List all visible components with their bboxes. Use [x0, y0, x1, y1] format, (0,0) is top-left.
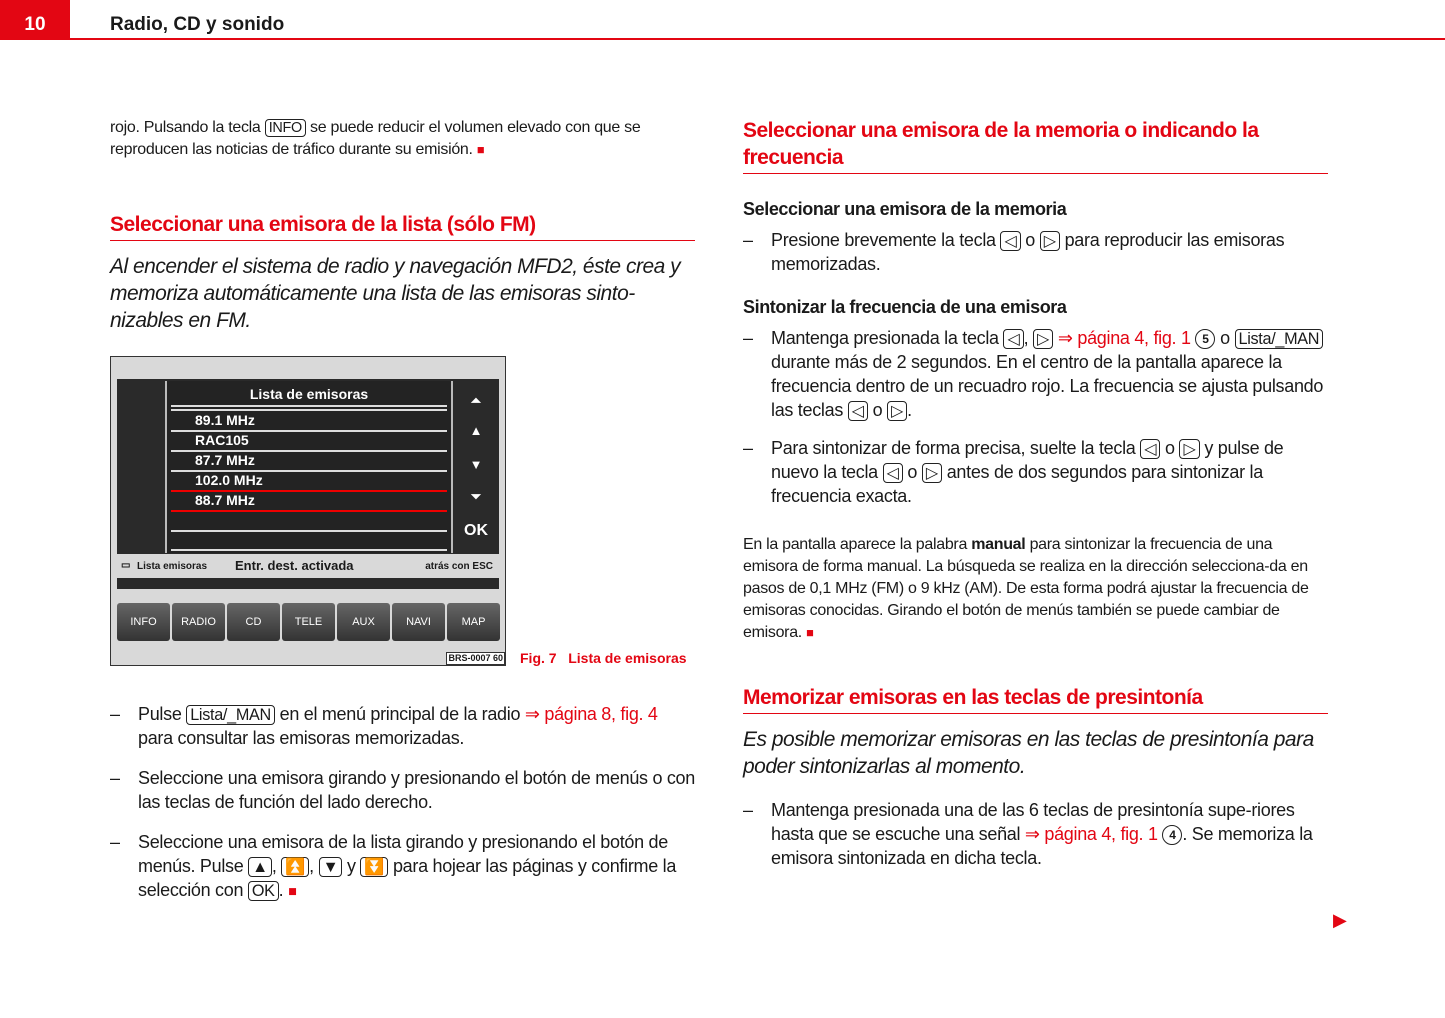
status-left: Lista emisoras	[137, 561, 208, 572]
ok-button[interactable]: OK	[464, 522, 488, 539]
text-segment: o	[1215, 328, 1235, 348]
caption-number: Fig. 7	[520, 650, 557, 666]
text-segment: ,	[309, 856, 319, 876]
text-segment: Seleccione una emisora girando y presionando el botón de menús o con las teclas de función del lado derecho.	[138, 768, 695, 812]
step-3	[110, 830, 695, 904]
station-list	[165, 381, 453, 553]
section-intro: Al encender el sistema de radio y navegación MFD2, éste crea y memoriza automáticamente una lista de las emisoras sinto-nizables en FM.	[110, 255, 681, 332]
hardkey-cd[interactable]: CD	[227, 603, 280, 641]
text-segment: rojo. Pulsando la tecla	[110, 119, 265, 136]
key-label: ◁	[883, 463, 903, 483]
step-presets	[743, 798, 1328, 870]
station-item[interactable]: 102.0 MHz	[195, 472, 263, 488]
text-segment: Para sintonizar de forma precisa, suelte la tecla	[771, 438, 1141, 458]
text-segment: Mantenga presionada la tecla	[771, 328, 1004, 348]
status-mid: Entr. dest. activada	[235, 558, 354, 573]
callout-number: 5	[1195, 329, 1215, 349]
key-label: ⏬	[360, 857, 388, 877]
step-tune-2	[743, 436, 1328, 508]
key-label: Lista/_MAN	[1235, 329, 1324, 349]
list-icon: ▭	[121, 560, 131, 571]
hardkey-tele[interactable]: TELE	[282, 603, 335, 641]
key-label: ▼	[319, 857, 343, 877]
text-segment: para hojear las páginas y confirme la selección con	[138, 856, 677, 900]
end-marker-icon: ■	[806, 625, 814, 640]
list-title: Lista de emisoras	[249, 386, 369, 402]
text-segment: y pulse de nuevo la tecla	[771, 438, 1284, 482]
station-item[interactable]: RAC105	[195, 432, 249, 448]
section-heading-memory: Seleccionar una emisora de la memoria o indicando la frecuencia	[743, 117, 1328, 174]
hardkey-aux[interactable]: AUX	[337, 603, 390, 641]
key-label: ▷	[1033, 329, 1053, 349]
text-segment: o	[1160, 438, 1180, 458]
page-up-icon[interactable]: ⏶	[470, 393, 482, 408]
text-segment: durante más de 2 segundos. En el centro de la pantalla aparece la frecuencia dentro de un recuadro rojo. La frecuencia se ajusta pulsando las teclas	[771, 352, 1324, 420]
key-label: ▲	[248, 857, 272, 877]
step-memory	[743, 228, 1328, 276]
text-segment: ,	[1023, 328, 1034, 348]
key-label: ▷	[922, 463, 942, 483]
left-column	[110, 117, 695, 904]
text-segment: o	[867, 400, 888, 420]
section-heading-list: Seleccionar una emisora de la lista (sólo FM)	[110, 211, 695, 241]
figure-caption	[520, 650, 687, 666]
page-number: 10	[0, 0, 70, 40]
key-label: INFO	[265, 119, 306, 137]
page-reference-link[interactable]: ⇒ página 8, fig. 4	[524, 704, 658, 724]
text-segment: antes de dos segundos para sintonizar la frecuencia exacta.	[771, 462, 1263, 506]
caption-text: Lista de emisoras	[568, 650, 687, 666]
text-segment: o	[902, 462, 922, 482]
right-column	[743, 117, 1328, 870]
text-segment: .	[278, 880, 289, 900]
up-icon[interactable]: ▲	[469, 423, 483, 438]
subheading-memory: Seleccionar una emisora de la memoria	[743, 199, 1067, 219]
radio-screen	[117, 379, 499, 589]
station-item[interactable]: 89.1 MHz	[195, 412, 255, 428]
step-1	[110, 702, 695, 750]
text-segment: ,	[271, 856, 282, 876]
text-segment: para sintonizar la frecuencia de una emisora de forma manual. La búsqueda se realiza en la dirección selecciona-da en pasos de 0,1 MHz (FM) o 9 kHz (AM). De esta forma podrá ajustar la frecuencia de emisoras conocidas. Girando el botón de menús también se puede cambiar de emisora.	[743, 536, 1309, 641]
text-segment: y	[342, 856, 361, 876]
end-marker-icon: ■	[476, 142, 485, 157]
text-segment: Mantenga presionada una de las 6 teclas de presintonía supe-riores hasta que se escuche una señal	[771, 800, 1295, 844]
key-label: ◁	[1140, 439, 1160, 459]
key-label: ◁	[1000, 231, 1020, 251]
down-icon[interactable]: ▼	[469, 457, 483, 472]
key-label: ▷	[1040, 231, 1060, 251]
hardkey-radio[interactable]: RADIO	[172, 603, 225, 641]
text-segment: Pulse	[138, 704, 187, 724]
key-label: ▷	[1179, 439, 1199, 459]
presets-intro: Es posible memorizar emisoras en las teclas de presintonía para poder sintonizarlas al momento.	[743, 728, 1314, 778]
text-segment: Presione brevemente la tecla	[771, 230, 1001, 250]
chapter-title: Radio, CD y sonido	[110, 14, 285, 35]
station-item[interactable]: 87.7 MHz	[195, 452, 255, 468]
callout-number: 4	[1162, 825, 1182, 845]
end-marker-icon: ■	[288, 884, 297, 900]
figure-code: BRS-0007 60	[448, 653, 503, 663]
section-heading-presets: Memorizar emisoras en las teclas de presintonía	[743, 684, 1328, 714]
key-label: ⏫	[281, 857, 309, 877]
text-segment: Seleccione una emisora de la lista girando y presionando el botón de menús. Pulse	[138, 832, 668, 876]
subheading-tune: Sintonizar la frecuencia de una emisora	[743, 297, 1067, 317]
key-label: ◁	[1003, 329, 1023, 349]
hardkey-info[interactable]: INFO	[117, 603, 170, 641]
manual-note	[743, 534, 1328, 644]
continue-arrow-icon: ▶	[1333, 910, 1347, 930]
bold-term: manual	[971, 536, 1026, 553]
step-2	[110, 766, 695, 814]
text-segment: .	[907, 400, 912, 420]
hardkey-navi[interactable]: NAVI	[392, 603, 445, 641]
station-item-selected[interactable]: 88.7 MHz	[195, 492, 255, 508]
key-label: OK	[248, 881, 279, 901]
text-segment: en el menú principal de la radio	[274, 704, 525, 724]
text-segment: . Se memoriza la emisora sintonizada en dicha tecla.	[771, 824, 1313, 868]
hardkey-map[interactable]: MAP	[447, 603, 500, 641]
key-label: Lista/_MAN	[186, 705, 275, 725]
key-label: ▷	[887, 401, 907, 421]
text-segment: para consultar las emisoras memorizadas.	[138, 728, 465, 748]
status-bar	[117, 554, 499, 578]
page-down-icon[interactable]: ⏷	[470, 489, 482, 504]
figure-station-list	[110, 356, 506, 666]
text-segment: o	[1020, 230, 1040, 250]
text-segment: para reproducir las emisoras memorizadas.	[771, 230, 1285, 274]
header-rule	[0, 38, 1445, 40]
page-reference-link[interactable]: ⇒ página 4, fig. 1	[1024, 824, 1163, 844]
text-segment: En la pantalla aparece la palabra	[743, 536, 972, 553]
figure-wrapper	[110, 356, 695, 666]
page-reference-link[interactable]: ⇒ página 4, fig. 1	[1053, 328, 1196, 348]
intro-paragraph	[110, 117, 695, 161]
step-tune-1	[743, 326, 1328, 422]
key-label: ◁	[848, 401, 868, 421]
text-segment: se puede reducir el volumen elevado con que se reproducen las noticias de tráfico durante su emisión.	[110, 119, 641, 158]
status-right: atrás con ESC	[425, 561, 493, 572]
